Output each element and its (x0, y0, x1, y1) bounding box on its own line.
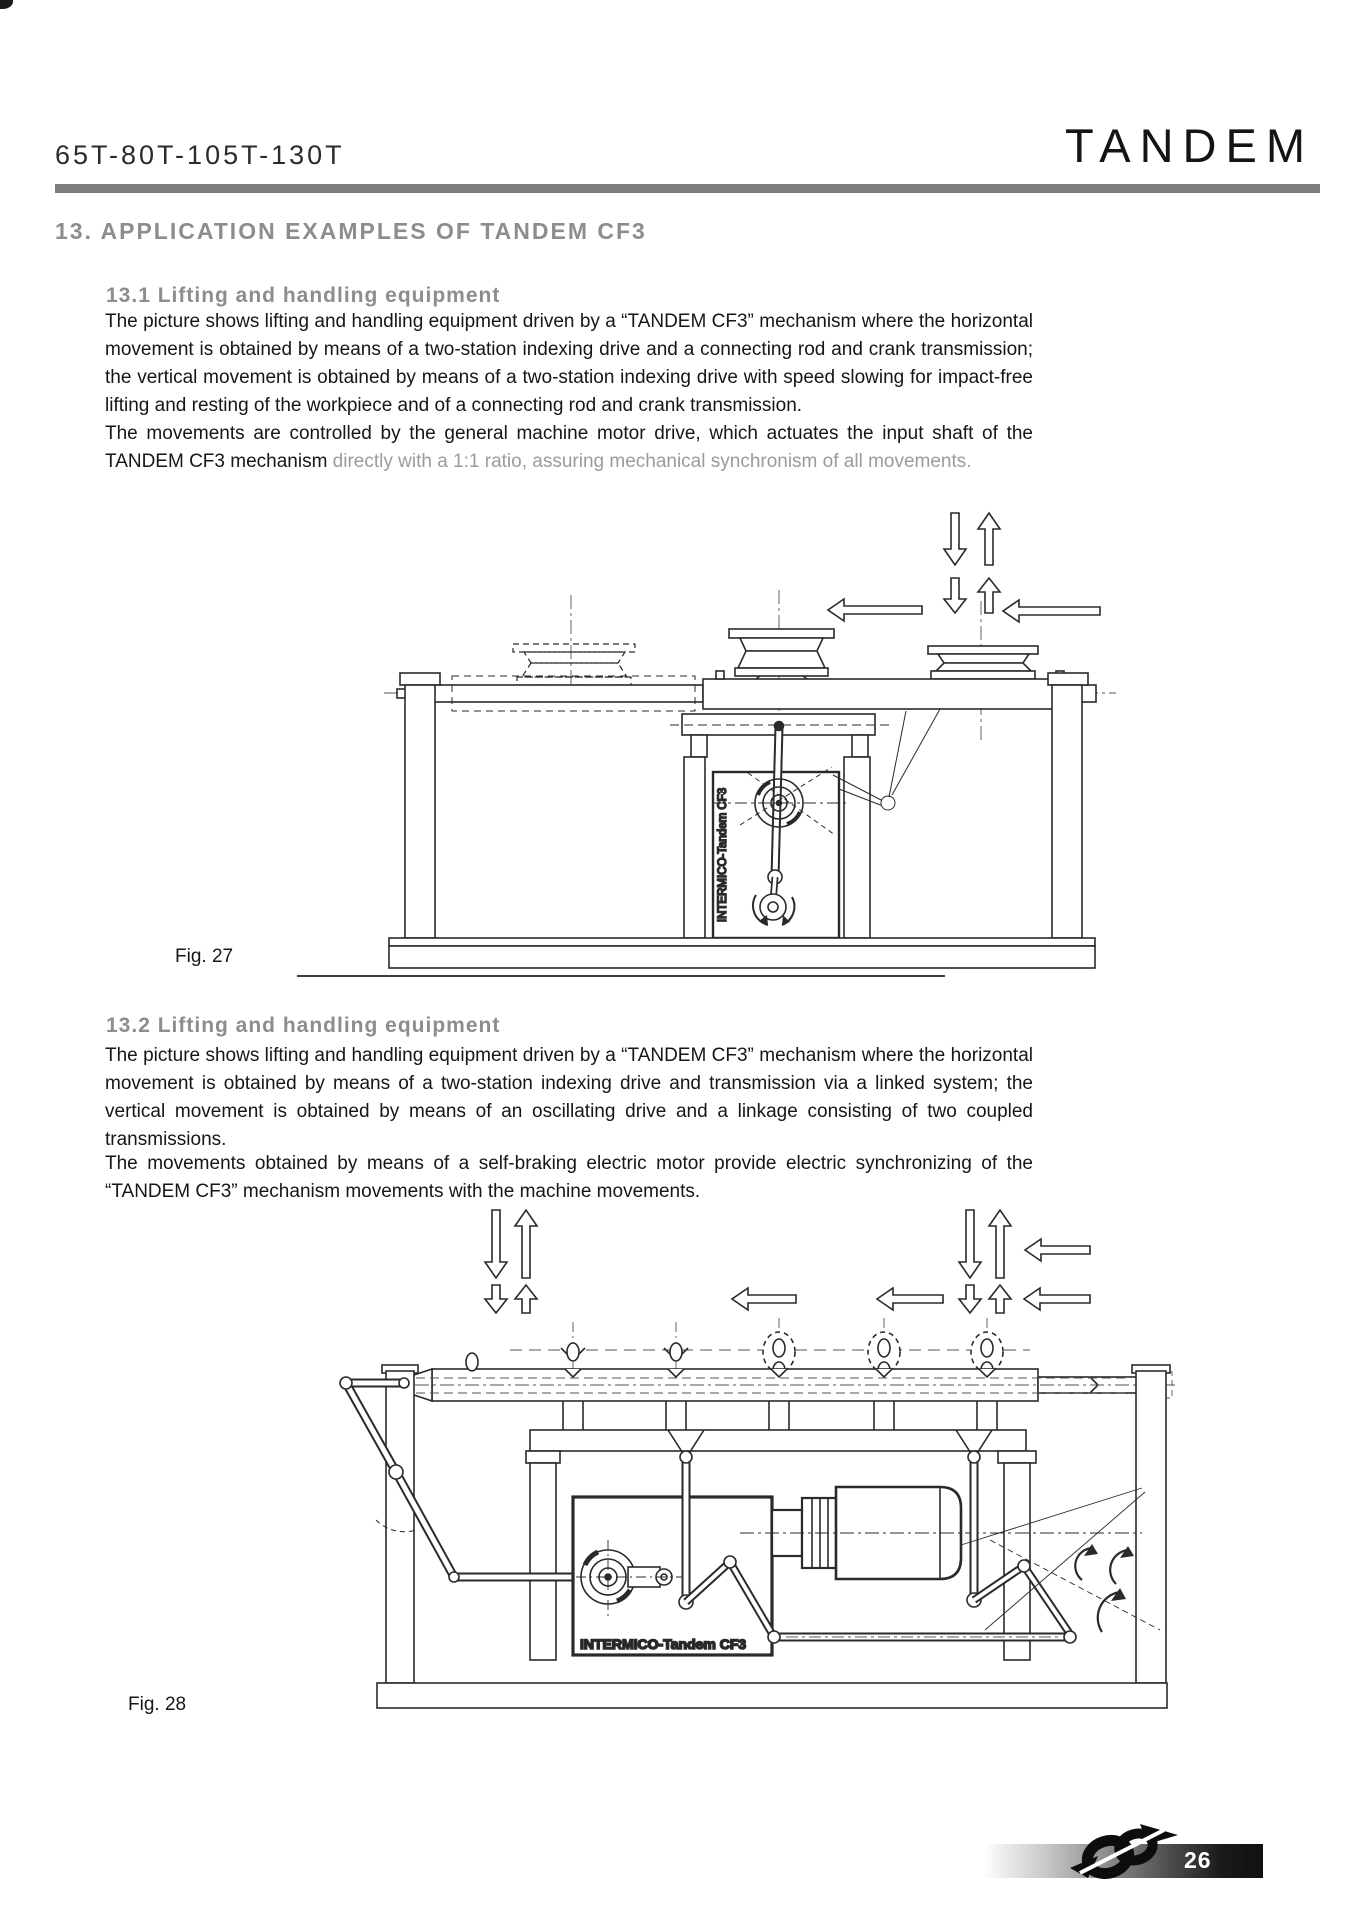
intermico-logo-icon (1066, 1820, 1180, 1884)
fig28-base-platform (377, 1683, 1167, 1708)
sub2-paragraph-1: The picture shows lifting and handling equipment driven by a “TANDEM CF3” mechanism where the horizontal movement is obtained by means of a two-station indexing drive and transmission via a linked system; the vertical movement is obtained by means of an oscillating drive and a linkage consisting of two coupled transmissions. (105, 1045, 1033, 1150)
brand-wordmark: TANDEM (1065, 119, 1314, 172)
fig27-drawing (380, 505, 1120, 970)
fig28-drawing (330, 1200, 1180, 1715)
fig27-right-wheel-rim (928, 646, 1038, 679)
fig28-motion-arrows (485, 1210, 1090, 1313)
sub1-paragraph-1: The picture shows lifting and handling equipment driven by a “TANDEM CF3” mechanism where the horizontal movement is obtained by means of a two-station indexing drive and a connecting rod and crank transmission; the vertical movement is obtained by means of a two-station indexing drive with speed slowing for impact-free lifting and resting of the workpiece and of a connecting rod and crank transmission. (105, 311, 1033, 416)
page-corner-artifact (0, 0, 13, 9)
fig28-machine-label: INTERMICO-Tandem CF3 (580, 1636, 747, 1652)
fig27-base-platform (389, 938, 1095, 968)
subsection-13-2-title: 13.2 Lifting and handling equipment (106, 1014, 501, 1037)
sub1-paragraph-2 (105, 420, 1033, 476)
fig28-beam-stubs (563, 1401, 997, 1430)
header-rule (55, 184, 1320, 193)
sub2-paragraph-2: The movements obtained by means of a self-braking electric motor provide electric synchronizing of the “TANDEM CF3” mechanism movements with the machine movements. (105, 1153, 1033, 1202)
fig27-rule (297, 975, 945, 977)
fig27-ghost-wheel-rim (513, 644, 635, 685)
fig27-machine-label: INTERMICO-Tandem CF3 (717, 787, 729, 923)
subsection-13-1-title: 13.1 Lifting and handling equipment (106, 284, 501, 307)
model-range: 65T-80T-105T-130T (55, 140, 345, 170)
fig27-motion-arrows (828, 513, 1100, 622)
fig28-electric-motor (740, 1487, 1142, 1579)
fig27-caption: Fig. 27 (175, 946, 234, 967)
page-number: 26 (1184, 1847, 1212, 1873)
fig27-center-wheel-rim (729, 629, 834, 679)
fig28-caption: Fig. 28 (128, 1694, 187, 1715)
section-title: 13. APPLICATION EXAMPLES OF TANDEM CF3 (55, 218, 647, 244)
fig28-rotation-arrows (961, 1488, 1160, 1632)
sub1-paragraph-2-main: The movements are controlled by the general machine motor drive, which actuates the input shaft of the TANDEM CF3 mechanism (105, 423, 1033, 472)
sub1-paragraph-2-muted: directly with a 1:1 ratio, assuring mechanical synchronism of all movements. (327, 451, 972, 472)
